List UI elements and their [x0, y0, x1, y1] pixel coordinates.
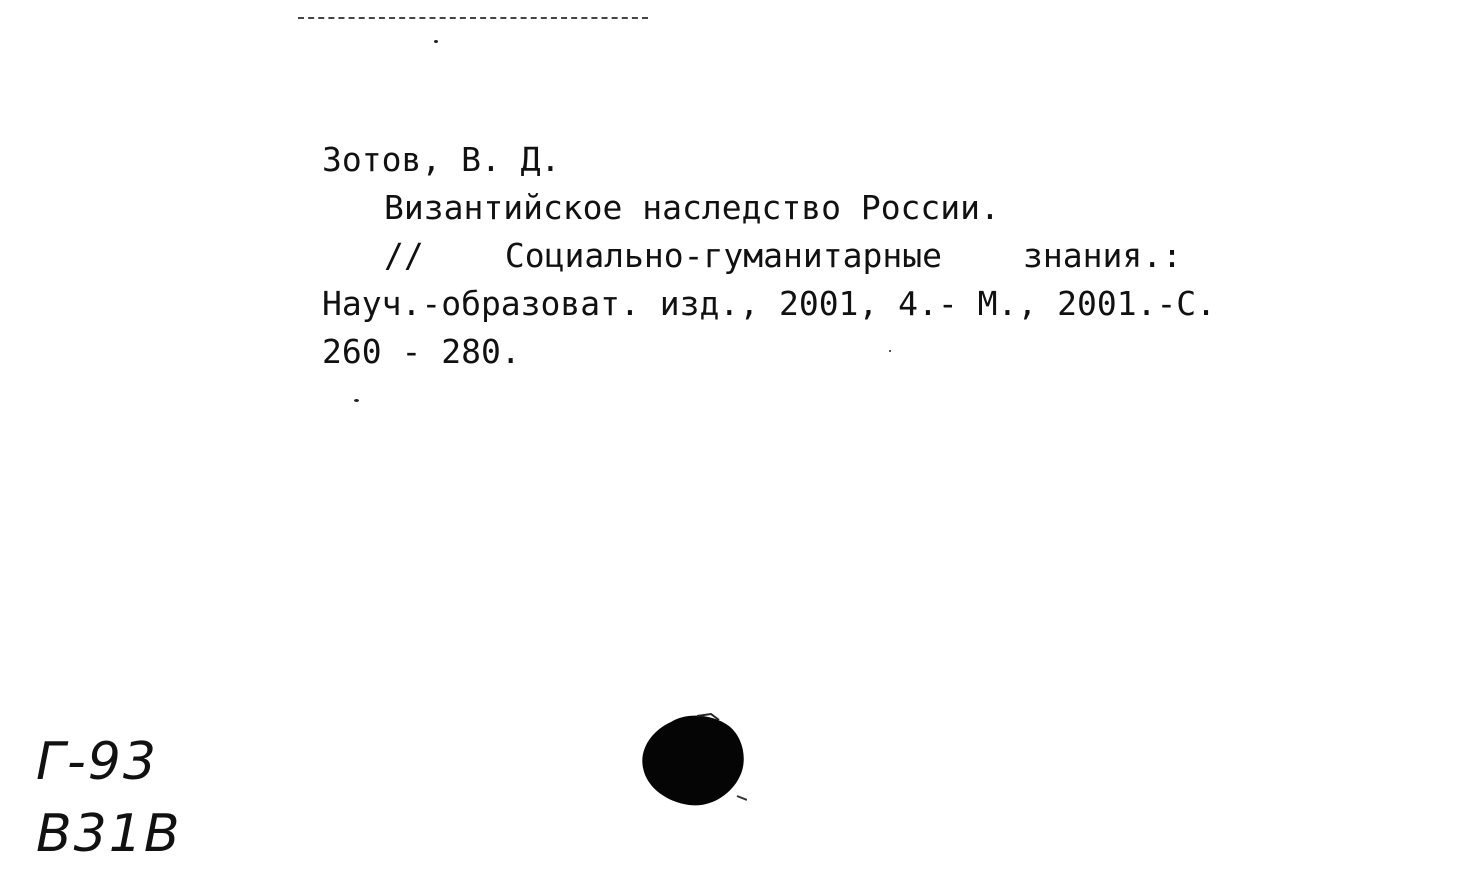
punch-hole-icon [641, 712, 747, 808]
journal-name: Социально-гуманитарные [504, 236, 942, 275]
bibliographic-record [322, 136, 1282, 376]
pages-line: 260 - 280. [322, 332, 521, 371]
author-line: Зотов, В. Д. [322, 140, 561, 179]
journal-separator: // [384, 236, 424, 275]
ink-speck [354, 399, 359, 402]
journal-line [322, 232, 1182, 280]
handwritten-shelfmark-2: В31В [36, 804, 182, 864]
ink-speck [434, 40, 438, 43]
handwritten-shelfmark-1: Г-93 [36, 732, 158, 792]
details-line: Науч.-образоват. изд., 2001, 4.- М., 2001.-С. [322, 284, 1217, 323]
title-line: Византийское наследство России. [384, 188, 1000, 227]
journal-word: знания.: [1023, 236, 1182, 275]
top-dashed-rule [298, 17, 648, 19]
